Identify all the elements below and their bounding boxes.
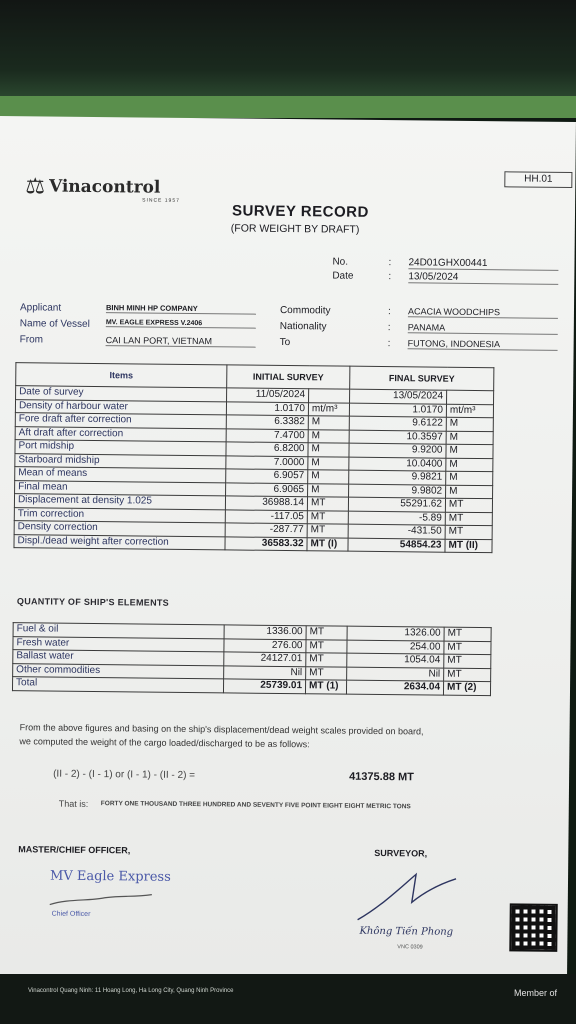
- that-is-label: That is:: [58, 798, 89, 809]
- survey-table: [13, 362, 494, 553]
- initial-unit-cell: MT: [307, 497, 348, 511]
- header-final: FINAL SURVEY: [350, 366, 494, 391]
- item-cell: Fore draft after correction: [15, 413, 226, 429]
- date-label: Date: [332, 270, 354, 282]
- surveyor-name: Không Tiến Phong: [359, 925, 454, 938]
- item-cell: Ballast water: [13, 650, 224, 666]
- final-value-cell: 9.9200: [349, 443, 446, 458]
- final-value-cell: 13/05/2024: [350, 389, 447, 404]
- item-cell: Density of harbour water: [15, 399, 226, 415]
- item-cell: Trim correction: [14, 507, 225, 523]
- date-colon: :: [388, 271, 392, 283]
- nationality-label: Nationality: [279, 320, 327, 333]
- item-cell: Final mean: [15, 480, 226, 496]
- item-cell: Date of survey: [16, 386, 227, 402]
- no-colon: :: [388, 257, 392, 269]
- that-is-text: FORTY ONE THOUSAND THREE HUNDRED AND SEVENTY FIVE POINT EIGHT EIGHT METRIC TONS: [100, 800, 411, 811]
- page-title: SURVEY RECORD: [231, 202, 369, 221]
- final-unit-cell: M: [446, 485, 493, 499]
- initial-value-cell: 36988.14: [225, 496, 307, 510]
- formula: (II - 2) - (I - 1) or (I - 1) - (II - 2) =: [53, 768, 196, 782]
- final-value-cell: 55291.62: [348, 497, 445, 512]
- initial-value-cell: 6.3382: [226, 415, 308, 429]
- para-line-1: From the above figures and basing on the ship's displacement/dead weight scales provided on board,: [19, 722, 424, 737]
- initial-value-cell: 36583.32: [225, 536, 307, 550]
- initial-value-cell: 1336.00: [224, 625, 306, 639]
- doc-code: HH.01: [504, 171, 572, 188]
- from-label: From: [19, 334, 44, 346]
- to-value: FUTONG, INDONESIA: [408, 338, 558, 351]
- final-value-cell: 10.3597: [349, 430, 446, 445]
- to-colon: :: [387, 338, 391, 350]
- initial-value-cell: 6.8200: [226, 442, 308, 456]
- initial-unit-cell: MT (I): [307, 537, 348, 551]
- footer-member: Member of: [514, 988, 558, 998]
- final-unit-cell: M: [446, 471, 493, 485]
- final-value-cell: 54854.23: [348, 538, 445, 553]
- final-unit-cell: MT: [444, 654, 491, 668]
- initial-value-cell: -287.77: [225, 523, 307, 537]
- initial-unit-cell: M: [308, 443, 349, 457]
- header-initial: INITIAL SURVEY: [227, 365, 350, 389]
- final-unit-cell: MT: [444, 641, 491, 655]
- background-green-strip: [0, 96, 576, 118]
- initial-value-cell: 25739.01: [223, 679, 305, 693]
- final-value-cell: -5.89: [348, 511, 445, 526]
- initial-unit-cell: MT: [306, 666, 347, 680]
- initial-unit-cell: M: [308, 470, 349, 484]
- no-label: No.: [332, 256, 349, 268]
- chief-officer-title: Chief Officer: [51, 910, 91, 918]
- footer-address: Vinacontrol Quang Ninh: 11 Hoang Long, Ha Long City, Quang Ninh Province: [28, 988, 234, 994]
- to-label: To: [279, 336, 291, 349]
- initial-value-cell: 276.00: [224, 638, 306, 652]
- vessel-label: Name of Vessel: [19, 318, 90, 330]
- item-cell: Starboard midship: [15, 453, 226, 469]
- initial-unit-cell: MT: [307, 524, 348, 538]
- para-line-2: we computed the weight of the cargo loaded/discharged to be as follows:: [19, 736, 310, 750]
- initial-value-cell: 6.9065: [226, 482, 308, 496]
- initial-value-cell: 1.0170: [226, 401, 308, 415]
- final-value-cell: 9.9821: [349, 470, 446, 485]
- initial-value-cell: -117.05: [225, 509, 307, 523]
- final-value-cell: 9.6122: [349, 416, 446, 431]
- item-cell: Port midship: [15, 440, 226, 456]
- initial-unit-cell: [309, 389, 350, 403]
- initial-unit-cell: MT: [307, 510, 348, 524]
- commodity-value: ACACIA WOODCHIPS: [408, 306, 558, 319]
- header-items: Items: [16, 363, 227, 388]
- final-unit-cell: MT: [444, 668, 491, 682]
- final-unit-cell: MT: [445, 512, 492, 526]
- page-subtitle: (FOR WEIGHT BY DRAFT): [230, 222, 360, 236]
- scales-icon: ⚖: [25, 173, 46, 199]
- applicant-label: Applicant: [19, 302, 62, 314]
- qr-code-icon: [509, 903, 558, 952]
- no-value: 24D01GHX00441: [408, 257, 558, 271]
- final-unit-cell: M: [446, 444, 493, 458]
- background-top: [0, 0, 576, 100]
- initial-unit-cell: mt/m³: [308, 402, 349, 416]
- item-cell: Displ./dead weight after correction: [14, 534, 225, 550]
- initial-unit-cell: MT: [306, 653, 347, 667]
- final-unit-cell: MT: [445, 498, 492, 512]
- logo-since: SINCE 1957: [142, 197, 180, 204]
- final-unit-cell: M: [446, 458, 493, 472]
- initial-value-cell: 7.4700: [226, 428, 308, 442]
- final-unit-cell: M: [446, 417, 493, 431]
- item-cell: Displacement at density 1.025: [14, 494, 225, 510]
- master-signature: [48, 889, 158, 912]
- initial-value-cell: 7.0000: [226, 455, 308, 469]
- surveyor-label: SURVEYOR,: [374, 847, 428, 859]
- item-cell: Mean of means: [15, 467, 226, 483]
- item-cell: Total: [12, 677, 223, 693]
- logo-name: Vinacontrol: [48, 176, 161, 198]
- elements-title: QUANTITY OF SHIP'S ELEMENTS: [16, 596, 170, 608]
- from-value: CAI LAN PORT, VIETNAM: [106, 335, 256, 348]
- final-unit-cell: M: [446, 431, 493, 445]
- date-value: 13/05/2024: [408, 271, 558, 285]
- commodity-label: Commodity: [279, 304, 331, 317]
- footer: [0, 974, 576, 1024]
- item-cell: Aft draft after correction: [15, 426, 226, 442]
- final-unit-cell: MT: [444, 627, 491, 641]
- vessel-value: MV. EAGLE EXPRESS V.2406: [106, 319, 256, 329]
- item-cell: Fuel & oil: [13, 623, 224, 639]
- initial-unit-cell: M: [308, 429, 349, 443]
- initial-unit-cell: MT: [306, 626, 347, 640]
- initial-value-cell: 11/05/2024: [227, 388, 309, 402]
- surveyor-code: VNC 0309: [397, 944, 423, 951]
- final-unit-cell: mt/m³: [446, 404, 493, 418]
- initial-value-cell: 24127.01: [224, 652, 306, 666]
- final-value-cell: 10.0400: [349, 457, 446, 472]
- final-value-cell: 1326.00: [347, 626, 444, 641]
- cargo-result: 41375.88 MT: [349, 770, 414, 784]
- final-value-cell: 1.0170: [349, 403, 446, 418]
- final-unit-cell: MT: [445, 525, 492, 539]
- final-unit-cell: MT (2): [443, 681, 490, 695]
- vinacontrol-logo: [25, 173, 160, 200]
- commodity-colon: :: [387, 306, 391, 318]
- nationality-value: PANAMA: [408, 322, 558, 335]
- final-value-cell: 254.00: [347, 640, 444, 655]
- final-value-cell: 1054.04: [347, 653, 444, 668]
- item-cell: Fresh water: [13, 636, 224, 652]
- item-cell: Other commodities: [13, 663, 224, 679]
- vessel-stamp: MV Eagle Express: [49, 868, 171, 885]
- item-cell: Density correction: [14, 521, 225, 537]
- applicant-value: BINH MINH HP COMPANY: [106, 303, 256, 315]
- final-value-cell: 9.9802: [349, 484, 446, 499]
- final-unit-cell: MT (II): [445, 539, 492, 553]
- elements-table: [12, 622, 492, 696]
- surveyor-signature: [352, 866, 463, 925]
- initial-value-cell: Nil: [224, 665, 306, 679]
- master-label: MASTER/CHIEF OFFICER,: [18, 844, 131, 856]
- final-value-cell: 2634.04: [346, 680, 443, 695]
- initial-unit-cell: MT (1): [305, 680, 346, 694]
- initial-unit-cell: MT: [306, 639, 347, 653]
- final-unit-cell: [447, 390, 494, 404]
- initial-unit-cell: M: [308, 483, 349, 497]
- survey-document: [0, 116, 576, 982]
- final-value-cell: -431.50: [348, 524, 445, 539]
- nationality-colon: :: [387, 322, 391, 334]
- initial-unit-cell: M: [308, 416, 349, 430]
- final-value-cell: Nil: [347, 667, 444, 682]
- initial-value-cell: 6.9057: [226, 469, 308, 483]
- initial-unit-cell: M: [308, 456, 349, 470]
